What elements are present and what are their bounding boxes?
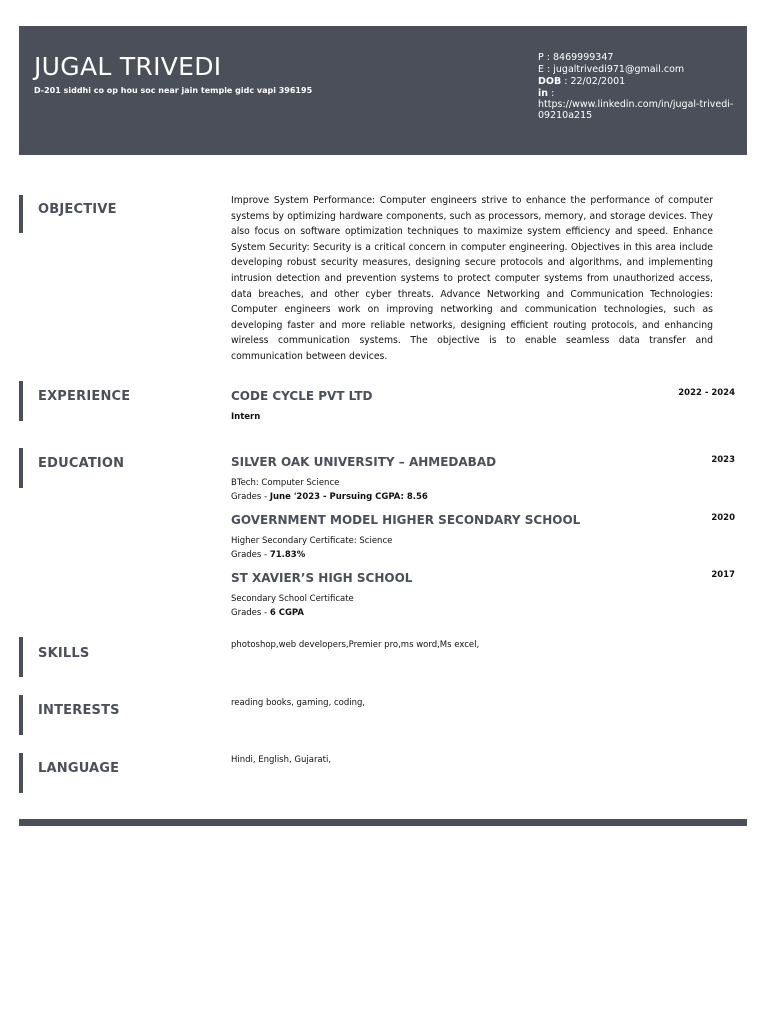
phone-row <box>538 52 738 64</box>
linkedin-separator: : <box>551 88 555 99</box>
interests-title: INTERESTS <box>38 703 120 718</box>
education-title: EDUCATION <box>38 456 125 471</box>
email-link[interactable]: jugaltrivedi971@gmail.com <box>553 64 685 75</box>
grades-value: 71.83% <box>269 550 306 560</box>
education-year: 2023 <box>711 455 735 465</box>
email-row <box>538 64 738 76</box>
dob-label: DOB <box>538 76 562 87</box>
candidate-name: JUGAL TRIVEDI <box>34 52 222 81</box>
education-bar <box>19 448 23 488</box>
objective-title: OBJECTIVE <box>38 202 117 217</box>
experience-bar <box>19 381 23 421</box>
candidate-address: D-201 siddhi co op hou soc near jain temple gidc vapi 396195 <box>34 86 313 95</box>
language-bar <box>19 753 23 793</box>
education-school: ST XAVIER’S HIGH SCHOOL <box>231 571 413 585</box>
interests-bar <box>19 695 23 735</box>
resume-header <box>19 26 747 155</box>
skills-title: SKILLS <box>38 646 90 661</box>
experience-company: CODE CYCLE PVT LTD <box>231 389 373 403</box>
phone-value: 8469999347 <box>552 52 614 63</box>
experience-role: Intern <box>231 412 261 422</box>
grades-value: June '2023 - Pursuing CGPA: 8.56 <box>269 492 428 502</box>
skills-bar <box>19 637 23 677</box>
linkedin-icon: in <box>538 88 549 99</box>
grades-value: 6 CGPA <box>269 608 304 618</box>
language-text: Hindi, English, Gujarati, <box>231 755 332 765</box>
dob-value: : 22/02/2001 <box>564 76 626 87</box>
education-grades <box>231 608 304 618</box>
objective-bar <box>19 195 23 233</box>
education-grades <box>231 492 428 502</box>
interests-text: reading books, gaming, coding, <box>231 698 366 708</box>
grades-label: Grades - <box>231 608 268 618</box>
dob-row <box>538 76 738 88</box>
grades-label: Grades - <box>231 550 268 560</box>
linkedin-link[interactable]: https://www.linkedin.com/in/jugal-trivedi-09210a215 <box>538 99 734 121</box>
education-year: 2017 <box>711 570 735 580</box>
contact-block <box>538 52 738 121</box>
phone-label: P : <box>538 52 550 63</box>
footer-bar <box>19 819 747 826</box>
email-label: E : <box>538 64 551 75</box>
education-degree: BTech: Computer Science <box>231 478 340 488</box>
grades-label: Grades - <box>231 492 268 502</box>
skills-text: photoshop,web developers,Premier pro,ms word,Ms excel, <box>231 640 480 650</box>
experience-years: 2022 - 2024 <box>678 388 735 398</box>
education-grades <box>231 550 305 560</box>
objective-text: Improve System Performance: Computer engineers strive to enhance the performance of computer systems by optimizing hardware components, such as processors, memory, and storage devices. They also focus on software optimization techniques to maximize system efficiency and speed. Enhance System Security: Security is a critical concern in computer engineering. Objectives in this area include developing robust security measures, designing secure protocols and algorithms, and implementing intrusion detection and prevention systems to protect computer systems from unauthorized access, data breaches, and other cyber threats. Advance Networking and Communication Technologies: Computer engineers work on improving networking and communication technologies, such as developing faster and more reliable networks, designing efficient routing protocols, and enhancing wireless communication systems. The objective is to enable seamless data transfer and communication between devices. <box>231 195 713 362</box>
education-school: SILVER OAK UNIVERSITY – AHMEDABAD <box>231 455 497 469</box>
experience-title: EXPERIENCE <box>38 389 131 404</box>
education-degree: Higher Secondary Certificate: Science <box>231 536 393 546</box>
education-degree: Secondary School Certificate <box>231 594 354 604</box>
education-school: GOVERNMENT MODEL HIGHER SECONDARY SCHOOL <box>231 513 581 527</box>
language-title: LANGUAGE <box>38 761 120 776</box>
education-year: 2020 <box>711 513 735 523</box>
